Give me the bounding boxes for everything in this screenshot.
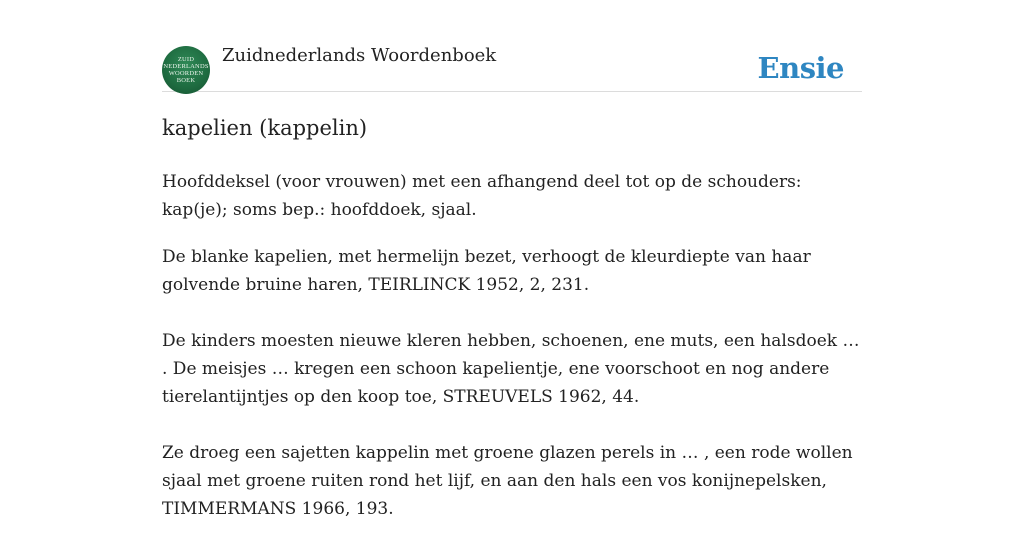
logo-line: BOEK bbox=[176, 77, 196, 84]
example-quote: De blanke kapelien, met hermelijn bezet, verhoogt de kleurdiepte van haar golvende bruine haren, TEIRLINCK 1952, 2, 231. bbox=[162, 247, 811, 295]
example-quote: Ze droeg een sajetten kappelin met groene glazen perels in … , een rode wollen sjaal met groene ruiten rond het lijf, en aan den hals een vos konijnepelsken, TIMMERMANS 1966, 193. bbox=[162, 443, 853, 519]
logo-line: WOORDEN bbox=[168, 70, 204, 77]
example-list bbox=[162, 243, 862, 551]
entry-title: kapelien (kappelin) bbox=[162, 116, 368, 140]
logo-line: NEDERLANDS bbox=[163, 63, 209, 70]
example-quote: De kinders moesten nieuwe kleren hebben, schoenen, ene muts, een halsdoek … . De meisjes … kregen een schoon kapelientje, ene voorschoot en nog andere tierelantijntjes op den koop toe, STREUVELS 1962, 44. bbox=[162, 331, 860, 407]
dictionary-title-link[interactable]: Zuidnederlands Woordenboek bbox=[222, 45, 497, 66]
entry-definition: Hoofddeksel (voor vrouwen) met een afhangend deel tot op de schouders: kap(je); soms bep.: hoofddoek, sjaal. bbox=[162, 172, 802, 220]
logo-line: ZUID bbox=[177, 56, 195, 63]
header bbox=[162, 40, 862, 92]
ensie-brand-link[interactable]: Ensie bbox=[757, 51, 844, 85]
dictionary-logo[interactable] bbox=[162, 46, 210, 94]
